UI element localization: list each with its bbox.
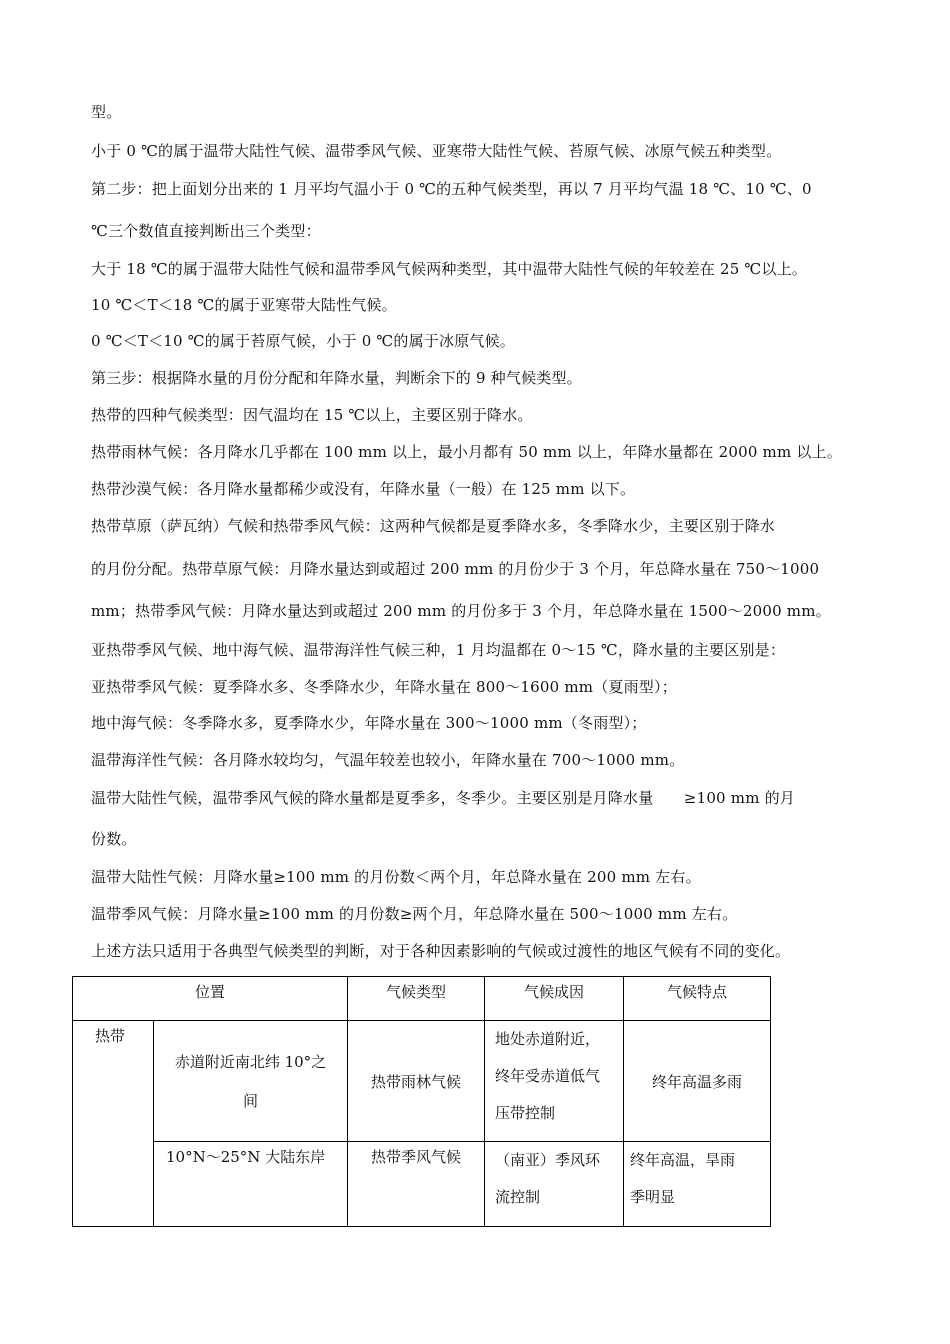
paragraph-line: 大于 18 ℃的属于温带大陆性气候和温带季风气候两种类型，其中温带大陆性气候的年较差在 25 ℃以上。: [91, 260, 808, 278]
paragraph-line: 热带沙漠气候：各月降水量都稀少或没有，年降水量（一般）在 125 mm 以下。: [91, 480, 636, 498]
header-climate-feature: 气候特点: [624, 977, 771, 1021]
paragraph-line: mm；热带季风气候：月降水量达到或超过 200 mm 的月份多于 3 个月，年总降水量在 1500～2000 mm。: [91, 602, 831, 620]
paragraph-line: 温带大陆性气候：月降水量≥100 mm 的月份数＜两个月，年总降水量在 200 mm 左右。: [91, 868, 701, 886]
climate-cause-cell: [485, 1142, 624, 1227]
paragraph-line: 第三步：根据降水量的月份分配和年降水量，判断余下的 9 种气候类型。: [91, 369, 582, 387]
paragraph-line: 份数。: [91, 830, 137, 848]
paragraph-line: 地中海气候：冬季降水多，夏季降水少，年降水量在 300～1000 mm（冬雨型）；: [91, 714, 647, 732]
header-location: 位置: [73, 977, 348, 1021]
climate-cause-cell: [485, 1021, 624, 1142]
location-cell: [154, 1021, 348, 1142]
paragraph-line: 的月份分配。热带草原气候：月降水量达到或超过 200 mm 的月份少于 3 个月，年总降水量在 750～1000: [91, 560, 820, 578]
paragraph-line: 热带雨林气候：各月降水几乎都在 100 mm 以上，最小月都有 50 mm 以上，年降水量都在 2000 mm 以上。: [91, 443, 842, 461]
header-climate-type: 气候类型: [348, 977, 485, 1021]
zone-cell: 热带: [73, 1021, 154, 1227]
header-climate-cause: 气候成因: [485, 977, 624, 1021]
paragraph-line: 温带大陆性气候，温带季风气候的降水量都是夏季多，冬季少。主要区别是月降水量 ≥100 mm 的月: [91, 789, 795, 807]
paragraph-line: 温带季风气候：月降水量≥100 mm 的月份数≥两个月，年总降水量在 500～1000 mm 左右。: [91, 905, 738, 923]
climate-type-cell: 热带季风气候: [348, 1142, 485, 1227]
paragraph-line: ℃三个数值直接判断出三个类型：: [91, 222, 321, 240]
paragraph-line: 小于 0 ℃的属于温带大陆性气候、温带季风气候、亚寒带大陆性气候、苔原气候、冰原气候五种类型。: [91, 142, 782, 160]
feature-line: 季明显: [630, 1188, 676, 1206]
paragraph-line: 热带草原（萨瓦纳）气候和热带季风气候：这两种气候都是夏季降水多，冬季降水少，主要区别于降水: [91, 517, 776, 535]
location-line: 10°N～25°N 大陆东岸: [166, 1148, 326, 1166]
location-line: 赤道附近南北纬 10°之: [174, 1053, 327, 1071]
paragraph-line: 0 ℃＜T＜10 ℃的属于苔原气候，小于 0 ℃的属于冰原气候。: [91, 332, 515, 350]
climate-feature-cell: 终年高温多雨: [624, 1021, 771, 1142]
location-line: 间: [243, 1092, 259, 1110]
feature-line: 终年高温，旱雨: [630, 1151, 736, 1169]
cause-line: 压带控制: [495, 1104, 556, 1122]
climate-feature-cell: [624, 1142, 771, 1227]
cause-line: 地处赤道附近，: [495, 1030, 601, 1048]
cause-line: （南亚）季风环: [495, 1151, 601, 1169]
paragraph-line: 热带的四种气候类型：因气温均在 15 ℃以上，主要区别于降水。: [91, 406, 533, 424]
location-cell: [154, 1142, 348, 1227]
climate-table: [72, 976, 771, 1227]
climate-type-cell: 热带雨林气候: [348, 1021, 485, 1142]
paragraph-line: 亚热带季风气候：夏季降水多、冬季降水少，年降水量在 800～1600 mm（夏雨型）；: [91, 678, 677, 696]
paragraph-line: 温带海洋性气候：各月降水较均匀，气温年较差也较小，年降水量在 700～1000 mm。: [91, 751, 685, 769]
paragraph-line: 第二步：把上面划分出来的 1 月平均气温小于 0 ℃的五种气候类型，再以 7 月平均气温 18 ℃、10 ℃、0: [91, 180, 812, 198]
table-row: [73, 1142, 771, 1227]
paragraph-line: 亚热带季风气候、地中海气候、温带海洋性气候三种，1 月均温都在 0～15 ℃，降水量的主要区别是：: [91, 641, 786, 659]
paragraph-line: 上述方法只适用于各典型气候类型的判断，对于各种因素影响的气候或过渡性的地区气候有不同的变化。: [91, 942, 791, 960]
cause-line: 流控制: [495, 1188, 541, 1206]
table-row: [73, 1021, 771, 1142]
paragraph-line: 型。: [91, 103, 122, 121]
table-header-row: [73, 977, 771, 1021]
paragraph-line: 10 ℃＜T＜18 ℃的属于亚寒带大陆性气候。: [91, 296, 397, 314]
cause-line: 终年受赤道低气: [495, 1067, 601, 1085]
